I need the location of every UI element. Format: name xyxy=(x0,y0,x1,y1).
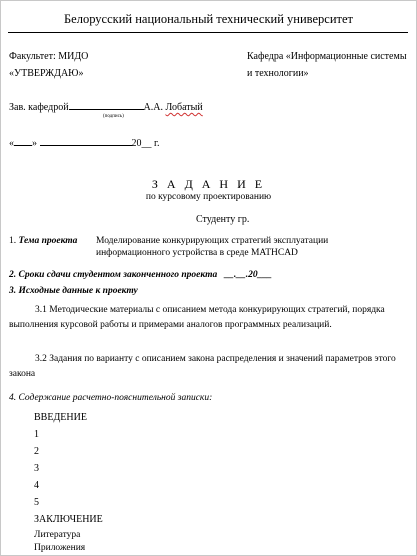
deadline-line xyxy=(9,270,272,280)
header-rule xyxy=(8,32,408,33)
topic-heading xyxy=(9,236,77,246)
topic-text-1: Моделирование конкурирующих стратегий эксплуатации xyxy=(96,236,329,246)
signature-blank xyxy=(69,100,144,110)
contents-heading: 4. Содержание расчетно-пояснительной записки: xyxy=(9,393,213,403)
topic-label: Тема проекта xyxy=(18,236,78,246)
topic-number: 1. xyxy=(9,236,19,246)
contents-item: 4 xyxy=(34,480,39,491)
deadline-label: 2. Сроки сдачи студентом законченного проекта xyxy=(9,270,218,280)
contents-list xyxy=(34,410,103,554)
contents-item: Литература xyxy=(34,530,81,540)
university-name: Белорусский национальный технический университет xyxy=(64,12,353,26)
approve-label: «УТВЕРЖДАЮ» xyxy=(9,68,84,79)
contents-item: 3 xyxy=(34,463,39,474)
input-data-heading: 3. Исходные данные к проекту xyxy=(9,286,138,296)
department-line-1: Кафедра «Информационные системы xyxy=(247,51,407,62)
input-data-3-1: 3.1 Методические материалы с описанием метода конкурирующих стратегий, порядка выполнения курсовой работы и примерами аналогов программных реализаций. xyxy=(9,305,385,330)
contents-item: 5 xyxy=(34,497,39,508)
date-close-quote: » xyxy=(32,138,37,149)
contents-item: ВВЕДЕНИЕ xyxy=(34,412,87,423)
head-initials: А.А. xyxy=(143,102,166,113)
assignment-subtitle: по курсовому проектированию xyxy=(145,192,272,202)
deadline-value: __.__.20___ xyxy=(224,270,272,280)
student-group-label: Студенту гр. xyxy=(196,214,250,225)
month-blank xyxy=(40,136,132,146)
head-label: Зав. кафедрой xyxy=(9,102,69,113)
contents-item: Приложения xyxy=(34,543,86,553)
contents-item: 1 xyxy=(34,429,39,440)
input-data-3-2: 3.2 Задания по варианту с описанием закона распределения и значений параметров этого закона xyxy=(9,354,396,379)
assignment-title: З А Д А Н И Е xyxy=(151,177,266,191)
head-of-department-line xyxy=(9,100,203,113)
head-surname: Лобатый xyxy=(165,102,203,113)
topic-text-2: информационного устройства в среде MATHCAD xyxy=(96,248,298,258)
date-open-quote: « xyxy=(9,138,14,149)
day-blank xyxy=(14,136,32,146)
date-year: 20__ г. xyxy=(131,138,160,149)
date-line xyxy=(9,136,159,149)
contents-item: ЗАКЛЮЧЕНИЕ xyxy=(34,514,103,525)
signature-caption: (подпись) xyxy=(103,114,124,119)
faculty-label: Факультет: МИДО xyxy=(9,51,89,62)
contents-item: 2 xyxy=(34,446,39,457)
department-line-2: и технологии» xyxy=(247,68,309,79)
